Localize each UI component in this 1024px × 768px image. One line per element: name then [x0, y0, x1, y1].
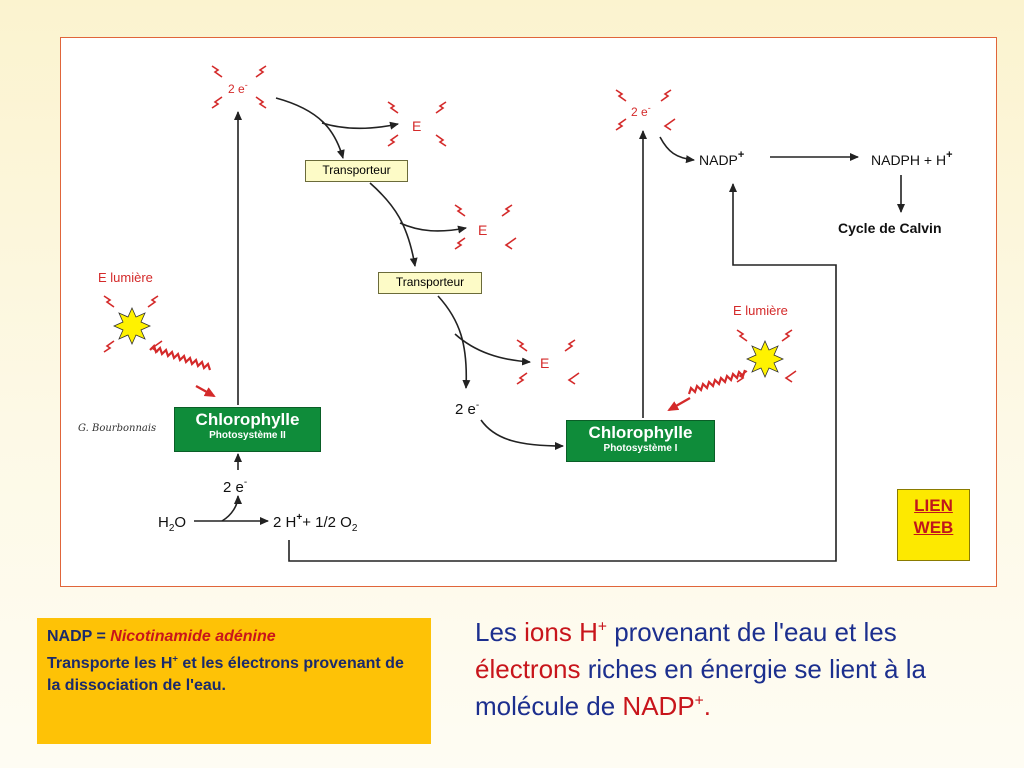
light-arrow-left: [196, 386, 214, 396]
author-signature: G. Bourbonnais: [78, 423, 157, 434]
psi-label: Photosystème I: [603, 443, 678, 454]
light-arrow-right: [669, 398, 690, 410]
transporter-1-to-2-arrow: [370, 183, 415, 266]
proton-return-path: [289, 184, 836, 561]
web-link-line2: WEB: [913, 518, 954, 537]
web-link-line1: LIEN: [914, 496, 953, 515]
nadp-role-sup: +: [172, 653, 178, 665]
nadp-label: NADP+: [699, 149, 745, 168]
nadp-definition: [47, 627, 421, 647]
energy-label-2: E: [478, 222, 488, 238]
water-products-label: 2 H++ 1/2 $O_2$: [273, 512, 358, 534]
water-label: $H_2O$: [158, 514, 187, 534]
caption-part-1: Les: [475, 617, 525, 647]
energy-label-3: E: [540, 355, 550, 371]
transporter-box-2: Transporteur: [378, 272, 482, 294]
transporter-2-to-electrons-arrow: [438, 296, 466, 388]
caption-nadp: NADP: [622, 691, 695, 721]
caption-electrons: électrons: [475, 654, 581, 684]
electron-label-psii: 2 e-: [228, 80, 248, 96]
water-electrons-arrow: [222, 496, 238, 521]
chlorophyll-psii-box: [174, 407, 321, 452]
nadp-role-part-2: et les électrons provenant de la dissociation de l'eau.: [47, 655, 404, 694]
electron-to-transporter-1: [276, 98, 343, 158]
electron-label-psi: 2 e-: [631, 103, 651, 119]
electrons-to-nadp-arrow: [660, 137, 694, 160]
energy-release-arrow-2: [400, 223, 466, 231]
chlorophyll-psi-box: [566, 420, 715, 462]
light-wave-right: [689, 370, 745, 394]
caption-ions: ions H: [524, 617, 598, 647]
sun-icon-right: [747, 341, 783, 377]
chlorophyll-psii-title: Chlorophylle: [195, 410, 300, 429]
energy-label-1: E: [412, 118, 422, 134]
nadp-definition-prefix: NADP =: [47, 628, 111, 645]
web-link-button[interactable]: [897, 489, 970, 561]
electron-label-mid: 2 e-: [455, 400, 480, 418]
electrons-to-psi-arrow: [481, 420, 563, 446]
nadph-label: NADPH + H+: [871, 149, 953, 168]
water-electron-label: 2 e-: [223, 477, 248, 496]
light-label-left: E lumière: [98, 270, 153, 285]
energy-release-arrow-3: [455, 334, 530, 362]
calvin-cycle-label: Cycle de Calvin: [838, 220, 942, 236]
caption-part-3: provenant de l'eau et les: [606, 617, 897, 647]
transporter-box-1: Transporteur: [305, 160, 408, 182]
nadp-definition-term: Nicotinamide adénine: [110, 628, 276, 645]
nadp-role: [47, 653, 421, 697]
caption-period: .: [703, 691, 712, 721]
light-label-right: E lumière: [733, 303, 788, 318]
caption-ions-sup: +: [597, 618, 607, 636]
chlorophyll-psi-title: Chlorophylle: [588, 423, 693, 442]
nadp-definition-box: [37, 618, 431, 744]
caption-part-5: riches en énergie se lient à la molécule de: [475, 654, 926, 721]
sun-icon-left: [114, 308, 150, 344]
nadp-role-part-1: Transporte les H: [47, 655, 173, 672]
light-wave-left: [150, 346, 210, 370]
caption-nadp-sup: +: [694, 692, 704, 710]
energy-release-arrow-1: [322, 123, 398, 128]
explanation-caption: [475, 614, 995, 725]
psii-label: Photosystème II: [209, 430, 286, 441]
